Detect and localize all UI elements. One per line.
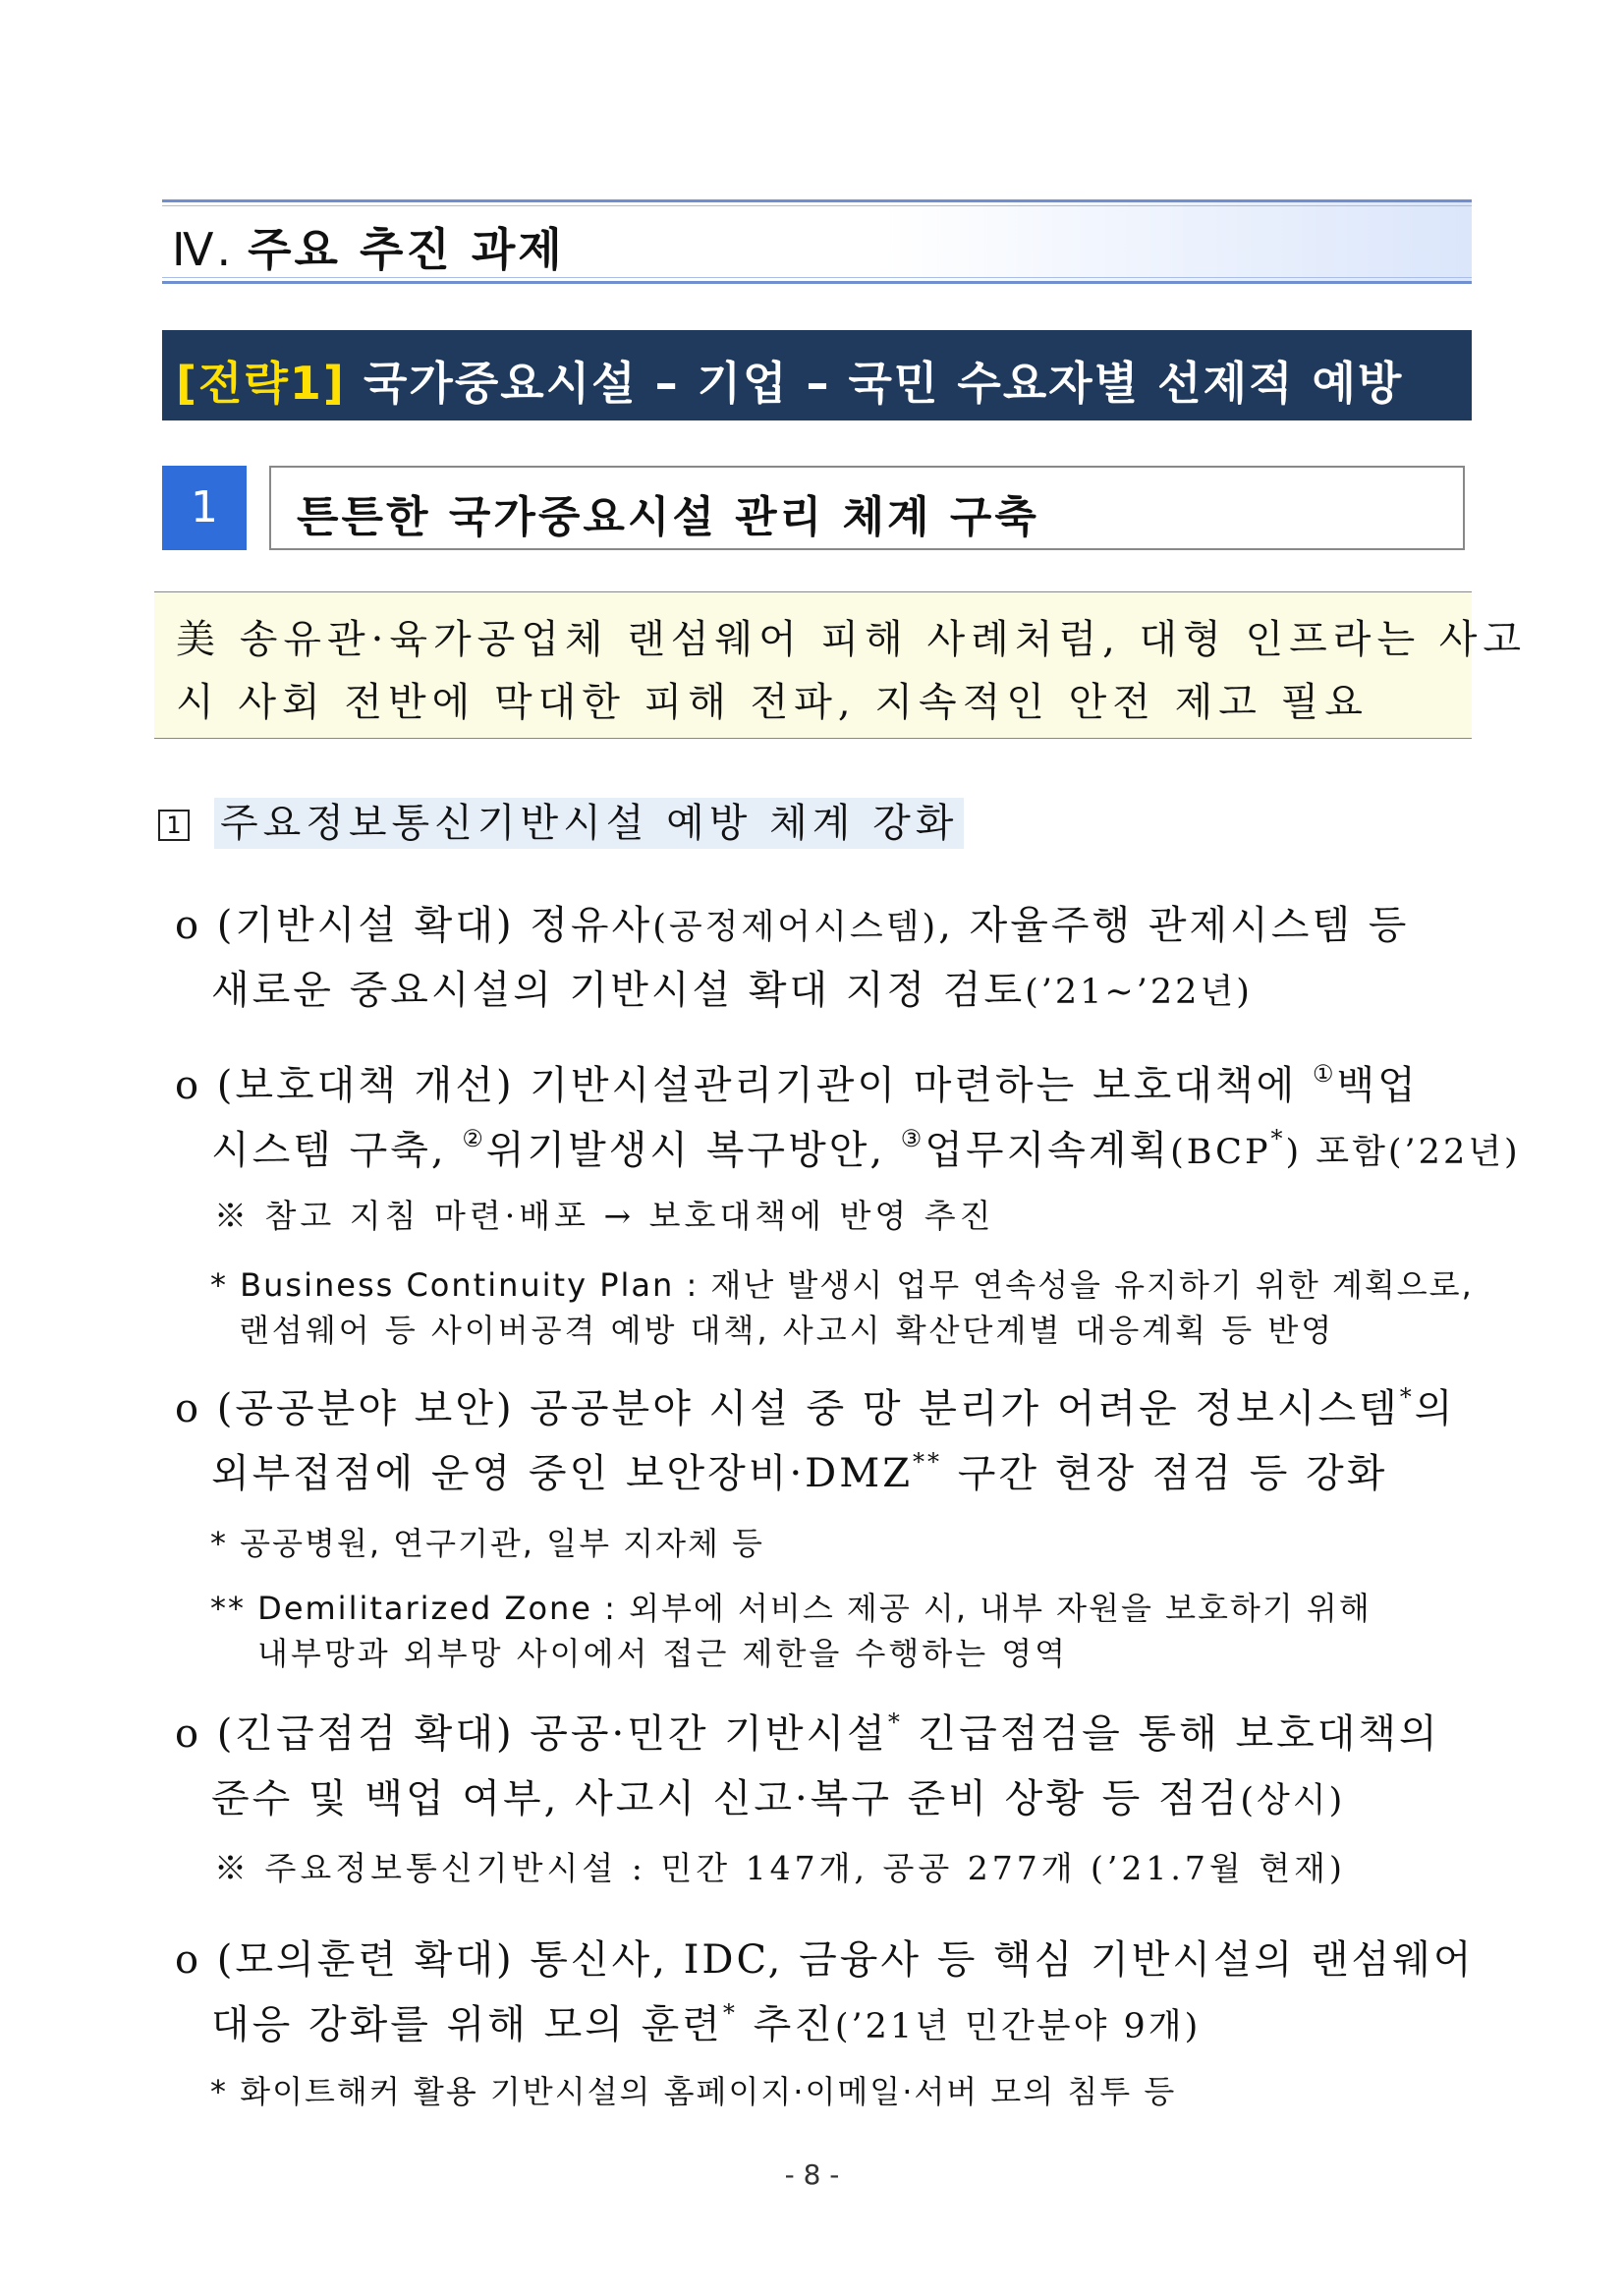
bullet-3-footnote-3: 내부망과 외부망 사이에서 접근 제한을 수행하는 영역 [257,1635,1069,1672]
subsection-title: 주요정보통신기반시설 예방 체계 강화 [214,798,964,849]
bullet-2-footnote-1: * Business Continuity Plan : 재난 발생시 업무 연속성을 유지하기 위한 계획으로, [210,1266,1474,1304]
intro-line-2: 시 사회 전반에 막대한 피해 전파, 지속적인 안전 제고 필요 [176,680,1369,725]
section-number: 1 [162,466,247,550]
bullet-4-line-1: o (긴급점검 확대) 공공·민간 기반시설* 긴급점검을 통해 보호대책의 [175,1708,1440,1757]
bullet-3-line-1: o (공공분야 보안) 공공분야 시설 중 망 분리가 어려운 정보시스템*의 [175,1383,1456,1431]
bullet-3-footnote-1: * 공공병원, 연구기관, 일부 지자체 등 [210,1525,764,1562]
bullet-1-line-1: o (기반시설 확대) 정유사(공정제어시스템), 자율주행 관제시스템 등 [175,903,1410,948]
strategy-tag: [전략1] [176,357,346,410]
bullet-4-line-2: 준수 및 백업 여부, 사고시 신고·복구 준비 상황 등 점검(상시) [211,1776,1346,1821]
chapter-title: Ⅳ. 주요 추진 과제 [172,223,565,276]
section-title-box [269,466,1465,550]
strategy-title: [전략1] 국가중요시설 – 기업 – 국민 수요자별 선제적 예방 [176,357,1404,410]
bullet-5-line-2: 대응 강화를 위해 모의 훈련* 추진(’21년 민간분야 9개) [211,1999,1202,2047]
bullet-5-footnote-1: * 화이트해커 활용 기반시설의 홈페이지·이메일·서버 모의 침투 등 [210,2073,1177,2110]
intro-box [154,591,1528,739]
strategy-banner [162,330,1472,420]
intro-line-1: 美 송유관·육가공업체 랜섬웨어 피해 사례처럼, 대형 인프라는 사고 [176,617,1528,662]
subsection-number-box: 1 [158,810,190,841]
bullet-5-line-1: o (모의훈련 확대) 통신사, IDC, 금융사 등 핵심 기반시설의 랜섬웨어 [175,1937,1475,1983]
bullet-1-line-2: 새로운 중요시설의 기반시설 확대 지정 검토(’21~’22년) [211,968,1253,1013]
bullet-3-footnote-2: ** Demilitarized Zone : 외부에 서비스 제공 시, 내부 자원을 보호하기 위해 [210,1590,1372,1627]
bullet-2-line-2: 시스템 구축, ②위기발생시 복구방안, ③업무지속계획(BCP*) 포함(’22년) [211,1125,1521,1173]
page-number: - 8 - [784,2158,840,2191]
chapter-heading [162,199,1472,284]
bullet-4-note: ※ 주요정보통신기반시설 : 민간 147개, 공공 277개 (’21.7월 현재) [214,1849,1346,1887]
bullet-2-note: ※ 참고 지침 마련·배포 → 보호대책에 반영 추진 [214,1197,995,1235]
bullet-2-footnote-2: 랜섬웨어 등 사이버공격 예방 대책, 사고시 확산단계별 대응계획 등 반영 [239,1312,1335,1349]
section-title: 튼튼한 국가중요시설 관리 체계 구축 [297,492,1039,542]
bullet-3-line-2: 외부접점에 운영 중인 보안장비·DMZ** 구간 현장 점검 등 강화 [211,1448,1388,1496]
bullet-2-line-1: o (보호대책 개선) 기반시설관리기관이 마련하는 보호대책에 ①백업 [175,1060,1419,1108]
